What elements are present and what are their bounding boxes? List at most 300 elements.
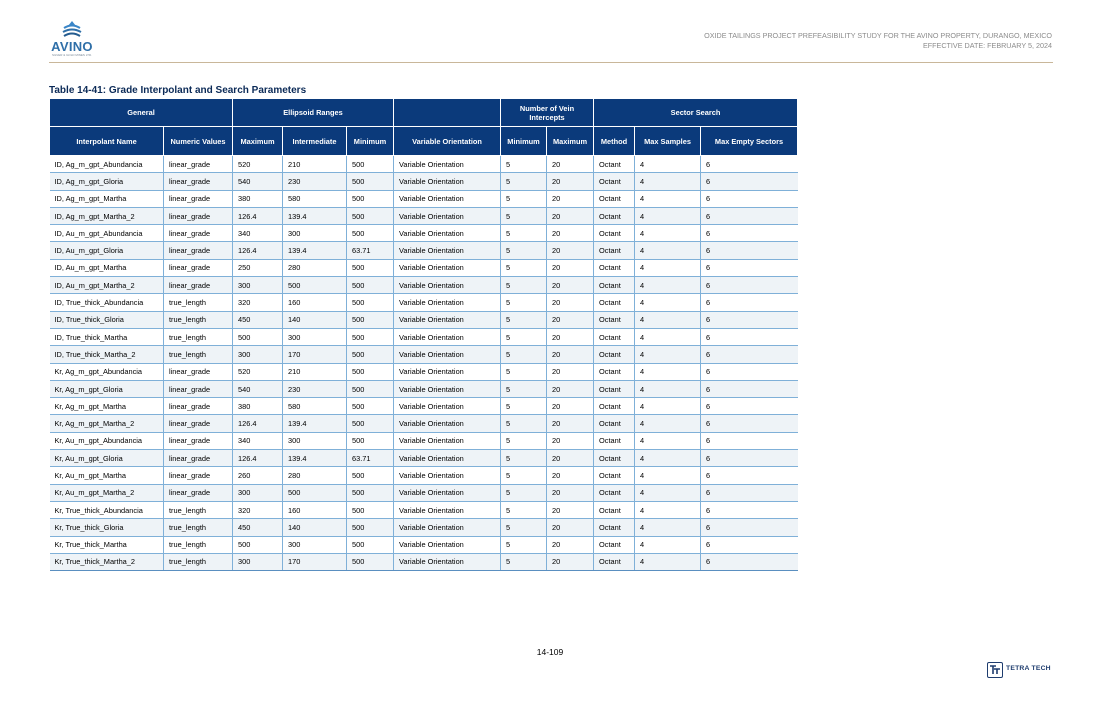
column-header: Minimum [347,127,394,156]
column-header: Numeric Values [164,127,233,156]
table-cell: 5 [501,415,547,432]
table-cell: 6 [701,553,798,570]
table-cell: linear_grade [164,467,233,484]
table-cell: 500 [347,363,394,380]
table-cell: 580 [283,190,347,207]
table-cell: 20 [547,553,594,570]
table-cell: 500 [347,346,394,363]
table-cell: 5 [501,346,547,363]
report-title: OXIDE TAILINGS PROJECT PREFEASIBILITY STUDY FOR THE AVINO PROPERTY, DURANGO, MEXICO [704,31,1052,40]
table-cell: 500 [347,294,394,311]
table-cell: 4 [635,207,701,224]
grade-parameters-table [49,98,798,571]
table-cell: 4 [635,173,701,190]
table-cell: Variable Orientation [394,207,501,224]
table-cell: Octant [594,501,635,518]
table-cell: ID, True_thick_Martha [50,328,164,345]
table-cell: ID, Ag_m_gpt_Martha_2 [50,207,164,224]
table-cell: 500 [347,536,394,553]
table-cell: Octant [594,173,635,190]
group-header-ellipsoid: Ellipsoid Ranges [233,99,394,127]
table-cell: 160 [283,294,347,311]
table-cell: 20 [547,398,594,415]
table-cell: ID, True_thick_Martha_2 [50,346,164,363]
group-header-row [50,99,798,127]
table-cell: 139.4 [283,450,347,467]
table-cell: ID, Ag_m_gpt_Abundancia [50,156,164,173]
table-cell: 500 [347,501,394,518]
table-cell: ID, True_thick_Gloria [50,311,164,328]
table-cell: 580 [283,398,347,415]
table-row [50,225,798,242]
table-cell: 300 [283,536,347,553]
table-cell: 280 [283,467,347,484]
table-cell: 5 [501,432,547,449]
column-header: Variable Orientation [394,127,501,156]
table-cell: 126.4 [233,450,283,467]
table-cell: 250 [233,259,283,276]
column-header-row [50,127,798,156]
table-cell: 20 [547,207,594,224]
table-cell: 500 [347,156,394,173]
table-cell: linear_grade [164,432,233,449]
table-cell: 20 [547,156,594,173]
table-cell: true_length [164,501,233,518]
table-cell: linear_grade [164,207,233,224]
table-cell: 6 [701,484,798,501]
table-row [50,415,798,432]
table-cell: 4 [635,450,701,467]
table-cell: Variable Orientation [394,415,501,432]
table-cell: linear_grade [164,380,233,397]
table-cell: 6 [701,450,798,467]
table-cell: 5 [501,501,547,518]
table-cell: Octant [594,415,635,432]
table-row [50,398,798,415]
table-cell: Octant [594,259,635,276]
table-cell: linear_grade [164,242,233,259]
table-cell: 500 [347,398,394,415]
table-cell: 6 [701,311,798,328]
table-row [50,277,798,294]
table-cell: 210 [283,363,347,380]
column-header: Max Empty Sectors [701,127,798,156]
column-header: Minimum [501,127,547,156]
table-cell: 4 [635,259,701,276]
table-cell: ID, Au_m_gpt_Gloria [50,242,164,259]
table-cell: Kr, Ag_m_gpt_Gloria [50,380,164,397]
table-row [50,380,798,397]
table-cell: 5 [501,519,547,536]
table-row [50,190,798,207]
table-cell: Octant [594,519,635,536]
column-header: Method [594,127,635,156]
table-cell: Octant [594,484,635,501]
table-cell: Variable Orientation [394,156,501,173]
table-cell: true_length [164,294,233,311]
table-cell: linear_grade [164,277,233,294]
table-cell: 230 [283,173,347,190]
table-cell: 20 [547,225,594,242]
table-cell: Octant [594,363,635,380]
table-cell: 4 [635,277,701,294]
table-cell: 500 [347,519,394,536]
table-cell: Kr, Ag_m_gpt_Martha [50,398,164,415]
table-cell: 5 [501,536,547,553]
table-row [50,328,798,345]
table-cell: Variable Orientation [394,225,501,242]
table-cell: 20 [547,450,594,467]
table-cell: 500 [347,415,394,432]
table-cell: Kr, Au_m_gpt_Gloria [50,450,164,467]
table-cell: 320 [233,294,283,311]
table-cell: 500 [347,380,394,397]
table-cell: true_length [164,536,233,553]
table-cell: 6 [701,380,798,397]
table-cell: Kr, Ag_m_gpt_Abundancia [50,363,164,380]
table-cell: 300 [283,225,347,242]
table-cell: ID, Au_m_gpt_Martha [50,259,164,276]
table-cell: linear_grade [164,363,233,380]
table-cell: linear_grade [164,484,233,501]
table-cell: 300 [233,553,283,570]
table-cell: Variable Orientation [394,501,501,518]
table-cell: 500 [347,484,394,501]
table-cell: 126.4 [233,207,283,224]
table-cell: Variable Orientation [394,519,501,536]
table-cell: 4 [635,415,701,432]
table-cell: 6 [701,328,798,345]
table-row [50,484,798,501]
table-cell: 6 [701,156,798,173]
table-cell: 4 [635,519,701,536]
report-header [704,31,1052,51]
table-cell: 20 [547,190,594,207]
table-cell: Kr, Ag_m_gpt_Martha_2 [50,415,164,432]
table-cell: Octant [594,398,635,415]
table-cell: Variable Orientation [394,242,501,259]
table-cell: 4 [635,190,701,207]
table-cell: 6 [701,294,798,311]
table-cell: linear_grade [164,398,233,415]
table-cell: 4 [635,432,701,449]
table-cell: 139.4 [283,207,347,224]
table-cell: 4 [635,398,701,415]
table-cell: 6 [701,277,798,294]
table-cell: Variable Orientation [394,432,501,449]
table-cell: 5 [501,467,547,484]
table-cell: 6 [701,207,798,224]
table-row [50,259,798,276]
effective-date: EFFECTIVE DATE: FEBRUARY 5, 2024 [922,41,1052,50]
table-cell: 5 [501,225,547,242]
table-cell: 5 [501,311,547,328]
table-cell: 500 [347,277,394,294]
table-cell: 170 [283,553,347,570]
table-cell: Octant [594,450,635,467]
table-cell: Octant [594,536,635,553]
table-cell: 380 [233,190,283,207]
table-cell: 380 [233,398,283,415]
table-cell: 4 [635,536,701,553]
group-header-sector-search: Sector Search [594,99,798,127]
table-cell: 300 [283,432,347,449]
table-cell: 6 [701,501,798,518]
table-cell: 6 [701,432,798,449]
table-cell: 4 [635,346,701,363]
table-cell: linear_grade [164,415,233,432]
table-cell: 63.71 [347,242,394,259]
table-row [50,294,798,311]
table-cell: 20 [547,484,594,501]
table-cell: 540 [233,380,283,397]
table-cell: 500 [233,328,283,345]
table-cell: Octant [594,553,635,570]
table-cell: Kr, Au_m_gpt_Abundancia [50,432,164,449]
avino-logo [49,20,95,60]
table-cell: Variable Orientation [394,259,501,276]
table-cell: Variable Orientation [394,536,501,553]
table-row [50,346,798,363]
table-cell: 5 [501,173,547,190]
table-cell: ID, Au_m_gpt_Martha_2 [50,277,164,294]
table-cell: ID, Ag_m_gpt_Martha [50,190,164,207]
column-header: Interpolant Name [50,127,164,156]
table-cell: 6 [701,536,798,553]
avino-emblem-icon [49,20,95,40]
table-cell: 5 [501,450,547,467]
table-cell: 20 [547,432,594,449]
table-cell: 340 [233,225,283,242]
column-header: Max Samples [635,127,701,156]
table-row [50,432,798,449]
table-cell: ID, Ag_m_gpt_Gloria [50,173,164,190]
table-cell: Variable Orientation [394,173,501,190]
table-row [50,173,798,190]
table-cell: true_length [164,519,233,536]
table-cell: Octant [594,346,635,363]
table-cell: Variable Orientation [394,553,501,570]
table-cell: linear_grade [164,450,233,467]
table-cell: linear_grade [164,259,233,276]
group-header-blank [394,99,501,127]
table-cell: 20 [547,415,594,432]
table-cell: 260 [233,467,283,484]
table-cell: Variable Orientation [394,450,501,467]
logo-wordmark: AVINO [51,39,93,54]
table-row [50,450,798,467]
column-header: Maximum [547,127,594,156]
table-cell: 20 [547,346,594,363]
table-cell: Octant [594,156,635,173]
table-cell: Octant [594,242,635,259]
table-cell: Kr, Au_m_gpt_Martha_2 [50,484,164,501]
table-cell: 450 [233,311,283,328]
table-cell: Variable Orientation [394,380,501,397]
table-cell: 5 [501,363,547,380]
table-cell: Kr, True_thick_Martha_2 [50,553,164,570]
table-cell: true_length [164,311,233,328]
table-cell: 63.71 [347,450,394,467]
table-cell: 6 [701,519,798,536]
table-cell: Octant [594,467,635,484]
table-cell: 5 [501,484,547,501]
table-cell: 20 [547,467,594,484]
table-cell: Octant [594,311,635,328]
table-cell: Variable Orientation [394,277,501,294]
table-cell: Kr, True_thick_Abundancia [50,501,164,518]
table-cell: 126.4 [233,242,283,259]
table-cell: Octant [594,380,635,397]
table-cell: 300 [233,277,283,294]
table-cell: 20 [547,536,594,553]
table-cell: 140 [283,519,347,536]
table-cell: 5 [501,207,547,224]
table-cell: 4 [635,553,701,570]
table-cell: 340 [233,432,283,449]
table-cell: 20 [547,380,594,397]
column-header: Maximum [233,127,283,156]
table-cell: 300 [233,346,283,363]
table-cell: 520 [233,363,283,380]
table-cell: 320 [233,501,283,518]
table-cell: Octant [594,277,635,294]
group-header-vein-intercepts: Number of Vein Intercepts [501,99,594,127]
table-cell: 139.4 [283,242,347,259]
table-cell: 500 [233,536,283,553]
table-cell: 20 [547,242,594,259]
table-cell: 230 [283,380,347,397]
table-cell: linear_grade [164,156,233,173]
table-cell: 500 [347,328,394,345]
table-cell: true_length [164,328,233,345]
table-cell: 5 [501,380,547,397]
table-cell: 6 [701,173,798,190]
table-cell: 4 [635,467,701,484]
table-cell: 6 [701,190,798,207]
table-cell: ID, Au_m_gpt_Abundancia [50,225,164,242]
table-cell: 4 [635,225,701,242]
table-cell: 4 [635,328,701,345]
table-row [50,311,798,328]
table-cell: linear_grade [164,225,233,242]
table-cell: Variable Orientation [394,363,501,380]
table-cell: linear_grade [164,173,233,190]
table-cell: Kr, True_thick_Gloria [50,519,164,536]
table-row [50,156,798,173]
table-cell: 540 [233,173,283,190]
table-cell: Octant [594,294,635,311]
table-body [50,156,798,571]
table-cell: 5 [501,259,547,276]
table-cell: 500 [347,207,394,224]
logo-subtext: SILVER & GOLD MINES LTD. [51,53,93,57]
table-cell: Kr, True_thick_Martha [50,536,164,553]
table-cell: 500 [347,311,394,328]
table-cell: 500 [347,225,394,242]
table-cell: Variable Orientation [394,190,501,207]
table-cell: Octant [594,190,635,207]
table-cell: 6 [701,242,798,259]
table-cell: Kr, Au_m_gpt_Martha [50,467,164,484]
table-cell: 280 [283,259,347,276]
table-row [50,467,798,484]
tetra-tech-mark-icon [987,662,1003,678]
table-cell: 500 [347,553,394,570]
tetra-tech-wordmark: TETRA TECH [1006,665,1051,672]
table-cell: 4 [635,242,701,259]
table-cell: 4 [635,363,701,380]
table-row [50,242,798,259]
table-cell: 500 [283,484,347,501]
table-cell: 4 [635,156,701,173]
table-cell: true_length [164,553,233,570]
table-cell: 126.4 [233,415,283,432]
table-cell: Variable Orientation [394,294,501,311]
table-cell: 4 [635,311,701,328]
table-cell: 4 [635,501,701,518]
table-row [50,207,798,224]
table-cell: 500 [283,277,347,294]
group-header-general: General [50,99,233,127]
table-row [50,553,798,570]
table-cell: 20 [547,173,594,190]
table-cell: 20 [547,259,594,276]
table-cell: linear_grade [164,190,233,207]
table-cell: 500 [347,467,394,484]
table-cell: 5 [501,553,547,570]
table-cell: Variable Orientation [394,467,501,484]
table-cell: 5 [501,242,547,259]
table-cell: Octant [594,207,635,224]
table-cell: 4 [635,380,701,397]
table-cell: 170 [283,346,347,363]
table-row [50,501,798,518]
table-cell: 520 [233,156,283,173]
table-cell: 5 [501,156,547,173]
table-cell: 6 [701,225,798,242]
table-cell: 500 [347,432,394,449]
table-cell: 20 [547,277,594,294]
table-cell: 500 [347,190,394,207]
table-cell: Variable Orientation [394,311,501,328]
table-cell: Octant [594,432,635,449]
table-cell: 6 [701,259,798,276]
table-cell: 5 [501,190,547,207]
page-number: 14-109 [536,647,564,657]
table-cell: true_length [164,346,233,363]
table-row [50,519,798,536]
table-cell: Variable Orientation [394,328,501,345]
table-cell: 20 [547,294,594,311]
table-cell: 4 [635,294,701,311]
table-cell: 6 [701,363,798,380]
table-cell: 5 [501,294,547,311]
table-cell: 500 [347,173,394,190]
table-title: Table 14-41: Grade Interpolant and Search Parameters [49,85,307,96]
table-cell: 210 [283,156,347,173]
table-cell: 300 [233,484,283,501]
table-cell: 6 [701,467,798,484]
table-cell: Octant [594,225,635,242]
table-cell: 20 [547,363,594,380]
table-cell: 300 [283,328,347,345]
table-cell: 20 [547,501,594,518]
table-cell: Octant [594,328,635,345]
table-cell: 5 [501,277,547,294]
header-divider [49,62,1053,63]
table-cell: 20 [547,519,594,536]
